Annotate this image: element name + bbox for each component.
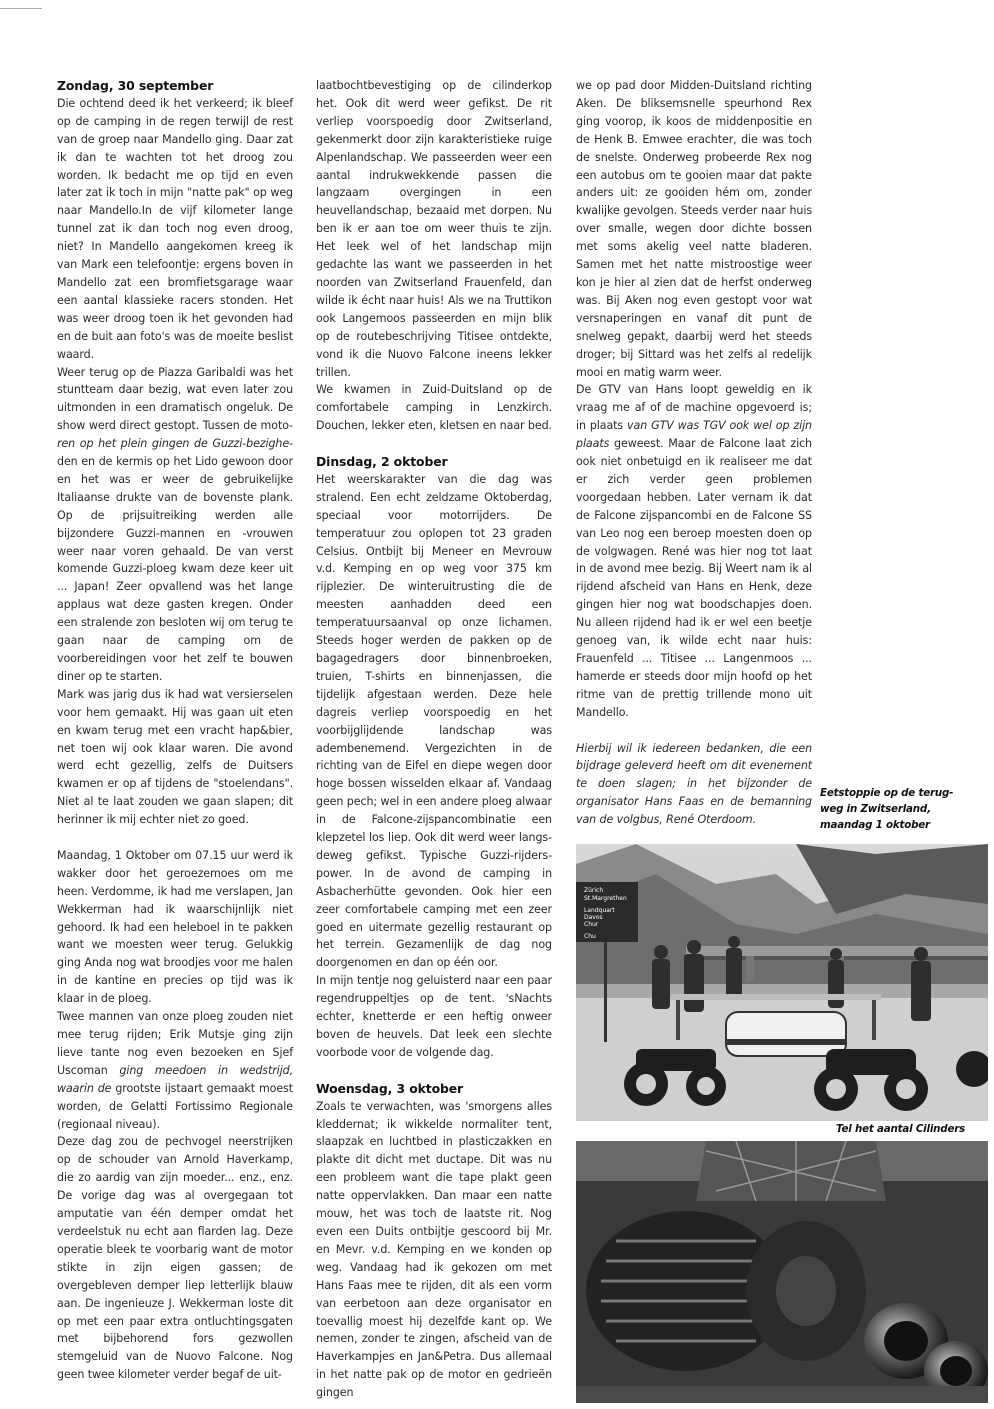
section-heading-woensdag: Woensdag, 3 oktober: [316, 1080, 464, 1096]
paragraph: Mark was jarig dus ik had wat versierselen voor hem gemaakt. Hij was gaan uit eten en kwam terug met een vracht hap&bier, net toen wij ook klaar waren. Die avond werd echt gezellig, zelfs de Duitsers kwamen er op af tijdens de "stoelendans". Niet al te laat zouden we gaan slapen; dit herinner ik mij echter niet zo goed.: [57, 687, 293, 827]
sign-text: Chur: [584, 921, 599, 928]
paragraph: laatbochtbevestiging op de cilinderkop het. Ook dit werd weer gefikst. De rit verliep voorspoedig door Zwitserland, gekenmerkt door zijn karakteristieke ruige Alpenlandschap. We passeerden weer een aantal indrukwekkende passen die langzaam overgingen in een heuvellandschap, bezaaid met dorpen. Nu ben ik er aan toe om weer thuis te zijn. Het leek wel of het landschap mijn gedachte las want we passeerden in het noorden van Zwitserland Frauenfeld, dan wilde ik écht naar huis! Als we na Truttikon ook Langemoos passeerden en mijn blik op de routebeschrijving Titisee ontdekte, vond ik die Nuovo Falcone ineens lekker trillen.: [316, 79, 552, 379]
sign-text: Zürich: [584, 887, 604, 894]
column-3: [576, 77, 812, 829]
text: geweest. Maar de Falcone laat zich ook niet onbetuigd en ik realiseer me dat er zich verder geen problemen voorgedaan hebben. Later vernam ik dat de Falcone zijspancombi en de Falcone SS van Leo nog een beroep moesten doen op de volgwagen. René was hier nog tot laat in de avond mee bezig. Bij Weert nam ik al rijdend afscheid van Hans en Henk, deze gingen hier nog wat boodschapjes doen. Nu alleen rijdend had ik er wel een beetje genoeg van, ik wilde echt naar huis: Frauenfeld ... Titisee ... Langenmoos ... hamerde er steeds door mijn hoofd op het ritme van de prettig trillende mono uit Mandello.: [576, 437, 812, 719]
italic-text: ging meedoen in wedstrijd, waarin de: [57, 1063, 294, 1095]
text: De GTV van Hans loopt geweldig en ik vraag me af of de machine opgevoerd is; in plaats: [576, 383, 812, 433]
paragraph: [57, 364, 293, 686]
paragraph: [57, 1008, 293, 1133]
paragraph: Deze dag zou de pechvogel neerstrijken op de schouder van Arnold Haverkamp, die zo aardig van zijn moeder... enz., enz. De vorige dag was al overgegaan tot amputatie van één demper omdat het verdeelstuk nu echt aan flarden lag. Deze operatie bleek te voorbarig want de motor stikte in zijn eigen gassen; de overgebleven demper liep letterlijk blauw aan. De ingenieuze J. Wekkerman loste dit op met een paar extra ontluchtingsgaten met bijbehorend fors gezwollen stemgeluid van de Nuovo Falcone. Nog geen twee kilometer verder begaf de uit-: [57, 1135, 293, 1382]
italic-text: van GTV was TGV ook wel op zijn plaats: [576, 419, 812, 451]
paragraph: Maandag, 1 Oktober om 07.15 uur werd ik wakker door het geroezemoes om me heen. Verdomme, ik had me verslapen, Jan Wekkerman had ik waarschijnlijk niet gehoord. Ik had een heleboel in te pakken want we moesten weer terug. Gelukkig ging Anda nog wat broodjes voor me halen in de kantine en precies op tijd was ik klaar in de ploeg.: [57, 848, 293, 1006]
text: den en de kermis op het Lido gewoon door en het was er weer de gebruikelijke Italiaanse drukte van de bovenste plank. Op de prijsuitreiking werden alle bijzondere Guzzi-mannen en -vrouwen weer naar voren gehaald. De van verst komende Guzzi-ploeg kwam deze keer uit ... Japan! Zeer opvallend was het lange applaus wat deze gasten kregen. Onder een stralende zon besloten wij om terug te gaan naar de camping om de voorbereidingen voor het zelf te bouwen diner op te starten.: [57, 455, 293, 683]
paragraph: Die ochtend deed ik het verkeerd; ik bleef op de camping in de regen terwijl de rest van de groep naar Mandello ging. Daar zat ik dan te wachten tot het droog zou worden. Ik bedacht me op tijd en even later zat ik toch in mijn "natte pak" op weg naar Mandello.In de vijf kilometer lange tunnel zat ik dan toch nog even droog, niet? In Mandello aangekomen kreeg ik van Mark een telefoontje: ergens boven in Mandello zat een bromfietsgarage waar een aantal klassieke racers stonden. Het was weer droog toen ik het gevonden had en de buit aan foto's was de moeite beslist waard.: [57, 96, 293, 361]
photo-roadside-stop: [576, 844, 988, 1121]
photo-caption-2: Tel het aantal Cilinders: [836, 1123, 966, 1135]
paragraph: we op pad door Midden-Duitsland richting Aken. De bliksemsnelle speurhond Rex ging voorop, ik koos de middenpositie en de Henk B. Emwee erachter, die was toch de snelste. Onderweg probeerde Rex nog een autobus om te gooien maar dat pakte anders uit: ze gooiden hém om, zonder kwalijke gevolgen. Steeds verder naar huis over smalle, wegen door dichte bossen met soms akelig veel natte bladeren. Samen met het natte mistroostige weer kon je hier al zien dat de herfst onderweg was. Bij Aken nog even gestopt voor wat versnaperingen en vanaf dit punt de snelweg gepakt, daarbij werd het steeds droger; bij Sittard was het zelfs al redelijk mooi en matig warm weer.: [576, 79, 812, 379]
section-heading-dinsdag: Dinsdag, 2 oktober: [316, 454, 448, 470]
paragraph: We kwamen in Zuid-Duitsland op de comfortabele camping in Lenzkirch. Douchen, lekker eten, kletsen en naar bed.: [316, 383, 552, 433]
caption-line: Eetstoppie op de terug-: [820, 787, 954, 799]
photo-engine-cylinders: [576, 1141, 988, 1403]
paragraph: [576, 381, 812, 721]
top-rule: [0, 8, 42, 9]
caption-line: maandag 1 oktober: [820, 819, 930, 831]
column-1: [57, 77, 293, 1384]
section-heading-zondag: Zondag, 30 september: [57, 78, 214, 93]
sign-text: Landquart: [584, 907, 615, 914]
sign-text: St.Margrethen: [584, 895, 627, 902]
italic-text: ren op het plein gingen de Guzzi-bezighe-: [57, 437, 293, 451]
sign-text: Chu: [584, 933, 596, 940]
column-2: [316, 77, 552, 1402]
paragraph: In mijn tentje nog geluisterd naar een paar regendruppeltjes op de tent. 'sNachts echter, knetterde er een heftig onweer boven de heuvels. Dat leek een slechte voorbode voor de volgende dag.: [316, 974, 552, 1059]
sign-text: Davos: [584, 914, 603, 921]
text: Twee mannen van onze ploeg zouden niet mee terug rijden; Erik Mutsje ging zijn lieve tante nog even bezoeken en Sjef Uscoman: [57, 1010, 293, 1077]
paragraph: Het weerskarakter van die dag was stralend. Een echt zeldzame Oktoberdag, speciaal voor motorrijders. De temperatuur zou oplopen tot 23 graden Celsius. Ontbijt bij Meneer en Mevrouw v.d. Kemping en op weg voor 375 km rijplezier. De winteruitrusting die de meesten aanhadden deed een temperatuursaanval op onze lichamen. Steeds hoger werden de pakken op de bagagedragers door binnenbroeken, truien, T-shirts en binnenjassen, die tijdelijk afgestaan werden. Deze hele dagreis verliep voorspoedig en het voorbijglijdende landschap was adembenemend. Vergezichten in de richting van de Eifel en diepe wegen door hoge bossen wisselden elkaar af. Vandaag geen pech; wel in een andere ploeg alwaar in de Falcone-zijspancombinatie een klepzetel los liep. Ook dit werd weer langs-deweg gefikst. Typische Guzzi-rijders-power. In de avond de camping in Asbacherhütte gevonden. Ook hier een zeer comfortabele camping met een zeer goed en uitermate gezellig restaurant op het terrein. Gezamenlijk de dag nog doorgenomen en dan op één oor.: [316, 472, 552, 970]
photo-caption-1: [820, 785, 970, 833]
text: grootste ijstaart gemaakt moest worden, de Gelatti Fortissimo Regionale (regionaal niveau).: [57, 1081, 294, 1131]
text: Weer terug op de Piazza Garibaldi was het stuntteam daar bezig, wat even later zou uitmonden in een dramatisch ongeluk. De show werd direct gestopt. Tussen de moto-: [57, 365, 293, 433]
paragraph: Zoals te verwachten, was 'smorgens alles kleddernat; ik wikkelde normaliter tent, slaapzak en luchtbed in plasticzakken en plakte dit dicht met ductape. Dit was nu een probleem want die tape plakt geen natte oppervlakken. Dan maar een natte mouw, het was toch de laatste rit. Nog even een Duits ontbijtje gescoord bij Mr. en Mevr. v.d. Kemping en we konden op weg. Vandaag had ik gekozen om met Hans Faas mee te rijden, dit als een vorm van eerbetoon aan deze organisator en toevallig moest hij dezelfde kant op. We nemen, zonder te zingen, afscheid van de Haverkampjes en Jan&Petra. Dus allemaal in het natte pak op de motor en gedrieën gingen: [316, 1099, 552, 1400]
closing-note: [576, 740, 812, 830]
italic-text: Hierbij wil ik iedereen bedanken, die een bijdrage geleverd heeft om dit evenement te doen slagen; in het bijzonder de organisator Hans Faas en de bemanning van de volgbus, René Oterdoom.: [576, 741, 812, 827]
caption-line: weg in Zwitserland,: [820, 803, 931, 815]
